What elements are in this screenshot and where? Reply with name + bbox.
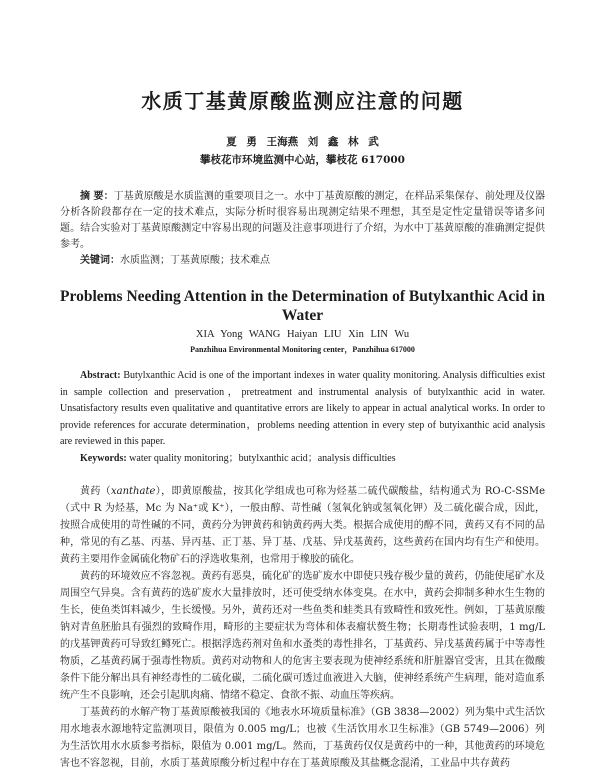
- body-paragraph-2: 黄药的环境效应不容忽视。黄药有恶臭，硫化矿的选矿废水中即使只残存极少量的黄药，仍能使尾矿水及周围空气异臭。含有黄药的选矿废水大量排放时，还可使受纳水体变臭。在水中，黄药会抑制多种水生生物的生长，使鱼类饵料减少，生长缓慢。另外，黄药还对一些鱼类和蛙类具有致畸性和致死性。例如，丁基黄原酸钠对青鱼胚胎具有强烈的致畸作用，畸形的主要症状为弯体和体表瘤状赘生物；长期毒性试验表明，1 mg/L 的戊基钾黄药可导致红鳟死亡。根据浮选药剂对鱼和水蚤类的毒性排名，丁基黄药、异戊基黄药属于中等毒性物质，乙基黄药属于强毒性物质。黄药对动物和人的危害主要表现为使神经系统和肝脏器官受害，且其在微酸条件下能分解出具有神经毒性的二硫化碳，二硫化碳可透过血液进入大脑，使神经系统产生病理，能对造血系统产生不良影响，还会引起肌肉痛、情绪不稳定、食欲不振、动血压等疾病。: [60, 571, 545, 701]
- body-paragraph-1: [60, 483, 545, 568]
- english-affiliation: Panzhihua Environmental Monitoring center，Panzhihua 617000: [190, 345, 415, 354]
- english-keywords: [60, 451, 545, 468]
- chinese-keywords: [60, 253, 545, 269]
- chinese-keywords-label: 关键词：: [80, 255, 120, 266]
- body-text: [60, 483, 545, 772]
- chinese-abstract-label: 摘 要：: [80, 191, 114, 202]
- chinese-abstract: [60, 189, 545, 253]
- english-abstract: [60, 368, 545, 451]
- body-paragraph-1-rest: ），即黄原酸盐，按其化学组成也可称为烃基二硫代碳酸盐，结构通式为 RO-C-SSMe（式中 R 为烃基，Mc 为 Na⁺或 K⁺），一般由醇、苛性碱（氢氧化钠或氢氧化钾）及二硫化碳合成，因此，按照合成使用的苛性碱的不同，黄药分为钾黄药和钠黄药两大类。根据合成使用的醇不同，黄药又有不同的品种，常见的有乙基、丙基、异丙基、正丁基、异丁基、戊基、异戊基黄药，这些黄药在国内均有生产和使用。黄药主要用作金属硫化物矿石的浮选收集剂，也常用于橡胶的硫化。: [60, 486, 545, 565]
- chinese-title: 水质丁基黄原酸监测应注意的问题: [141, 89, 464, 113]
- english-authors: XIA Yong WANG Haiyan LIU Xin LIN Wu: [195, 329, 410, 340]
- english-abstract-text: Butylxanthic Acid is one of the important indexes in water quality monitoring. Analysis difficulties exist in sample collection and preservation，pretreatment and instrumental analysis of butylxanthic acid in water. Unsatisfactory results even qualitative and quantitative errors are likely to appear in actual analytical works. In order to provide references for accurate determination，problems needing attention in every step of butyixanthic acid analysis are reviewed in this paper.: [60, 370, 546, 447]
- body-paragraph-1-lead: 黄药（: [80, 486, 111, 497]
- body-paragraph-1-italic-term: xanthate: [111, 486, 156, 497]
- chinese-affiliation: 攀枝花市环境监测中心站，攀枝花 617000: [200, 154, 405, 166]
- chinese-abstract-text: 丁基黄原酸是水质监测的重要项目之一。水中丁基黄原酸的测定，在样品采集保存、前处理及仪器分析各阶段都存在一定的技术难点，实际分析时很容易出现测定结果不理想，其至是定性定量错误等诸多问题。结合实验对丁基黄原酸测定中容易出现的问题及注意事项进行了介绍，为水中丁基黄原酸的准确测定提供参考。: [60, 191, 546, 250]
- chinese-authors: 夏 勇 王海燕 刘 鑫 林 武: [226, 136, 379, 148]
- english-abstract-label: Abstract:: [80, 370, 121, 381]
- body-paragraph-3: 丁基黄药的水解产物丁基黄原酸被我国的《地表水环境质量标准》（GB 3838—2002）列为集中式生活饮用水地表水源地特定监测项目，限值为 0.005 mg/L；也被《生活饮用水卫生标准》（GB 5749—2006）列为生活饮用水水质参考指标，限值为 0.001 mg/L。然而，丁基黄药仅仅是黄药中的一种，其他黄药的环境危害也不容忽视，目前，水质丁基黄原酸分析过程中存在丁基黄原酸及其盐概念混淆，工业品中共存黄药: [60, 707, 545, 769]
- english-keywords-text: water quality monitoring；butylxanthic acid；analysis difficulties: [129, 452, 396, 464]
- english-keywords-label: Keywords:: [80, 452, 127, 464]
- chinese-keywords-text: 水质监测；丁基黄原酸；技术难点: [120, 255, 270, 266]
- english-title: Problems Needing Attention in the Determination of Butylxanthic Acid in Water: [60, 288, 545, 324]
